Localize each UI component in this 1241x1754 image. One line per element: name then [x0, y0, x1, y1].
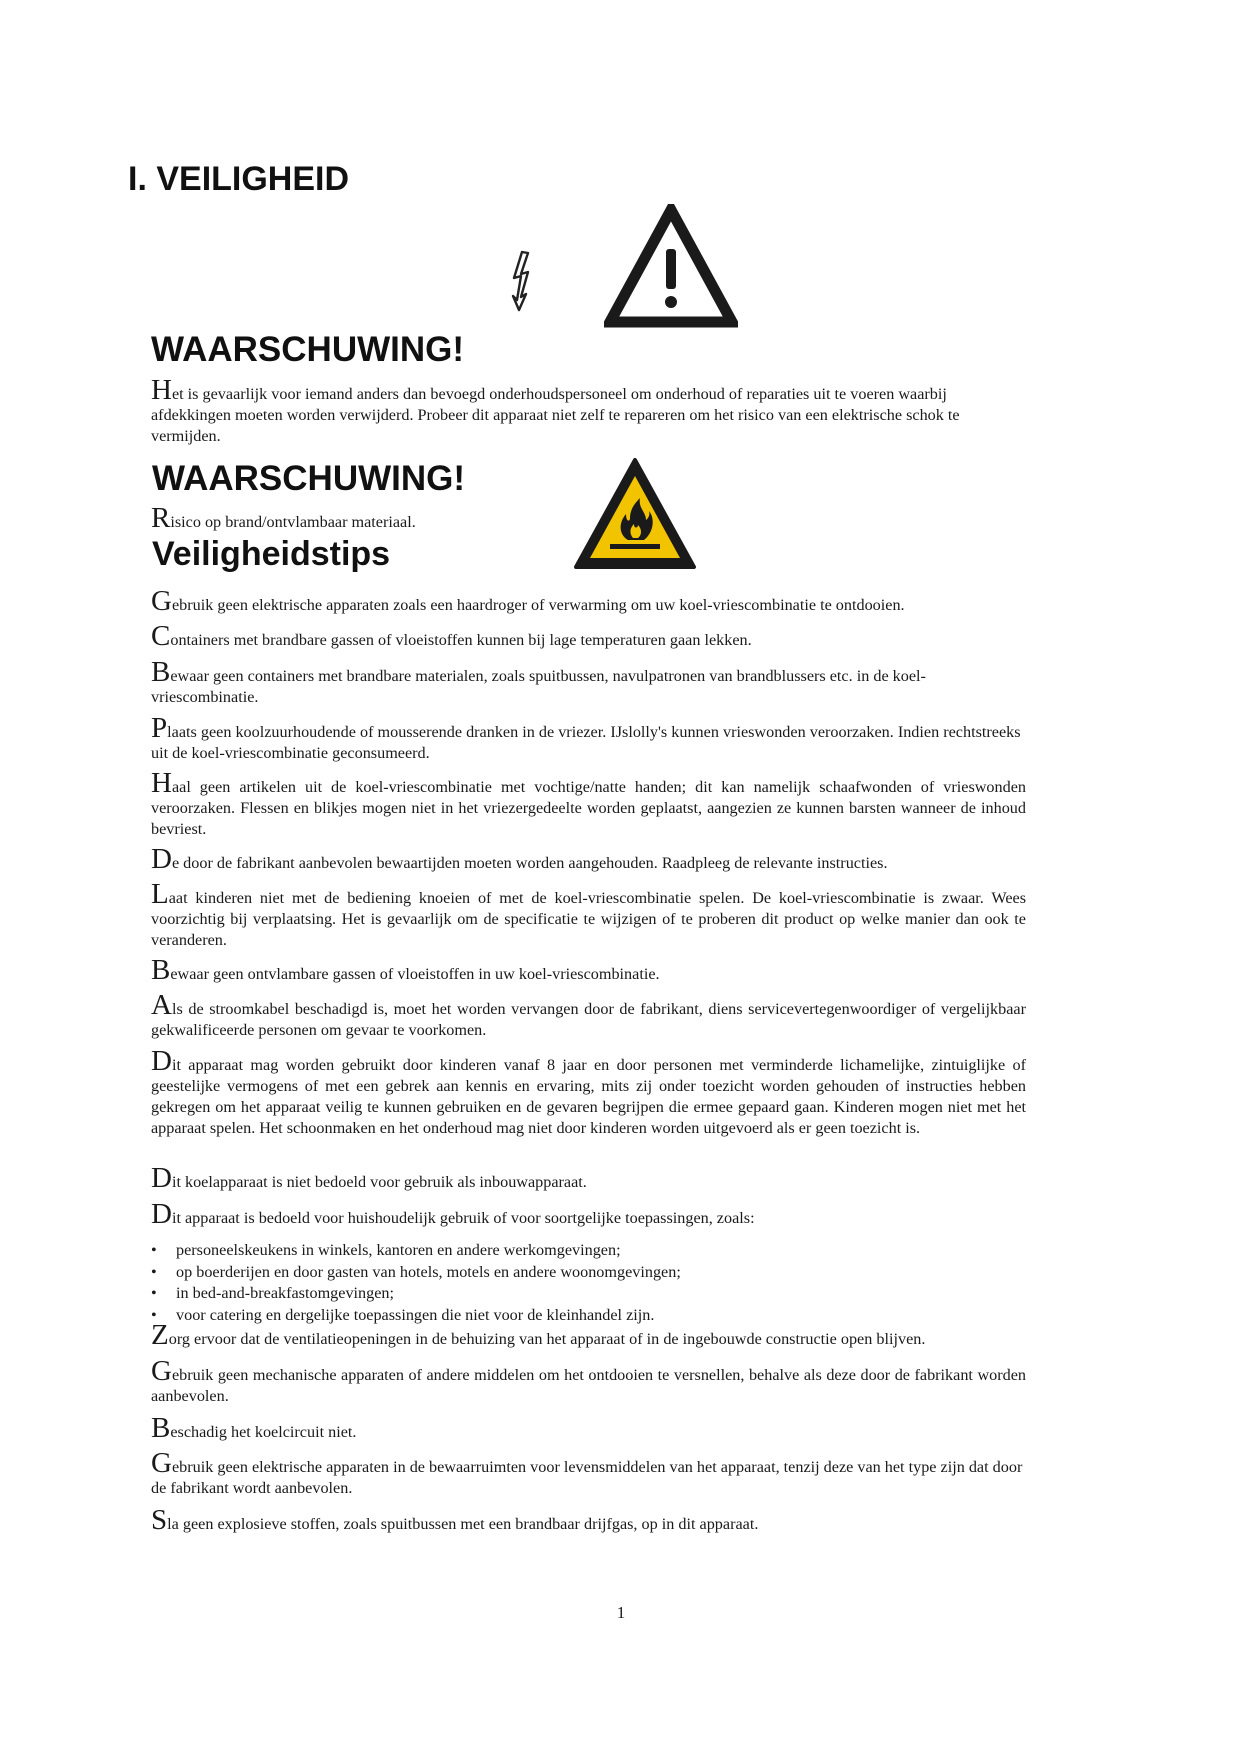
drop-cap: B	[151, 954, 171, 986]
page-number: 1	[616, 1603, 626, 1622]
warning-triangle-icon	[604, 204, 738, 330]
tip-paragraph: Dit apparaat is bedoeld voor huishoudelijk gebruik of voor soortgelijke toepassingen, zoals:	[151, 1198, 755, 1230]
drop-cap: D	[151, 843, 172, 875]
drop-cap: R	[151, 502, 171, 534]
drop-cap: P	[151, 712, 168, 744]
tip-paragraph: Haal geen artikelen uit de koel-vriescombinatie met vochtige/natte handen; dit kan namelijk schaafwonden of vrieswonden veroorzaken. Flessen en blikjes mogen niet in het vriezergedeelte worden geplaatst, aangezien ze kunnen barsten wanneer de inhoud bevriest.	[151, 767, 1026, 838]
tip-paragraph: Sla geen explosieve stoffen, zoals spuitbussen met een brandbaar drijfgas, op in dit apparaat.	[151, 1504, 759, 1536]
tip-paragraph: Dit apparaat mag worden gebruikt door kinderen vanaf 8 jaar en door personen met verminderde lichamelijke, zintuiglijke of geestelijke vermogens of met een gebrek aan kennis en ervaring, mits zij onder toezicht worden gehouden of instructies hebben gekregen om het apparaat veilig te kunnen gebruiken en de gevaren begrijpen die ermee gepaard gaan. Kinderen mogen niet met het apparaat spelen. Het schoonmaken en het onderhoud mag niet door kinderen worden uitgevoerd als er geen toezicht is.	[151, 1045, 1026, 1137]
tip-paragraph: Zorg ervoor dat de ventilatieopeningen in de behuizing van het apparaat of in de ingebouwde constructie open blijven.	[151, 1319, 926, 1351]
warning-text-1: Het is gevaarlijk voor iemand anders dan bevoegd onderhoudspersoneel om onderhoud of reparaties uit te voeren waarbij afdekkingen moeten worden verwijderd. Probeer dit apparaat niet zelf te repareren om het risico van een elektrische schok te vermijden.	[151, 374, 960, 445]
list-item: • op boerderijen en door gasten van hotels, motels en andere woonomgevingen;	[151, 1262, 1026, 1284]
section-title: I. VEILIGHEID	[128, 160, 350, 198]
tip-paragraph: Gebruik geen elektrische apparaten zoals een haardroger of verwarming om uw koel-vriescombinatie te ontdooien.	[151, 585, 905, 617]
drop-cap: S	[151, 1504, 168, 1536]
list-item: • personeelskeukens in winkels, kantoren en andere werkomgevingen;	[151, 1240, 1026, 1262]
drop-cap: B	[151, 656, 171, 688]
drop-cap: L	[151, 878, 169, 910]
drop-cap: C	[151, 620, 171, 652]
drop-cap: G	[151, 1355, 172, 1387]
drop-cap: D	[151, 1162, 172, 1194]
list-item: • voor catering en dergelijke toepassingen die niet voor de kleinhandel zijn.	[151, 1305, 1026, 1327]
drop-cap: D	[151, 1045, 172, 1077]
drop-cap: G	[151, 1447, 172, 1479]
drop-cap: H	[151, 374, 172, 406]
tip-paragraph: Gebruik geen mechanische apparaten of andere middelen om het ontdooien te versnellen, behalve als deze door de fabrikant worden aanbevolen.	[151, 1355, 1026, 1405]
drop-cap: A	[151, 989, 172, 1021]
warning-heading-2: WAARSCHUWING!	[152, 459, 466, 498]
warning-heading-1: WAARSCHUWING!	[151, 330, 465, 369]
tip-paragraph: Containers met brandbare gassen of vloeistoffen kunnen bij lage temperaturen gaan lekken.	[151, 620, 752, 652]
tip-paragraph: Gebruik geen elektrische apparaten in de bewaarruimten voor levensmiddelen van het apparaat, tenzij deze van het type zijn dat door de fabrikant wordt aanbevolen.	[151, 1447, 1023, 1497]
tip-paragraph: Beschadig het koelcircuit niet.	[151, 1412, 357, 1444]
drop-cap: G	[151, 585, 172, 617]
uses-list	[151, 1240, 1026, 1326]
tip-paragraph: Bewaar geen containers met brandbare materialen, zoals spuitbussen, navulpatronen van brandblussers etc. in de koel-vriescombinatie.	[151, 656, 926, 706]
tip-paragraph: Laat kinderen niet met de bediening knoeien of met de koel-vriescombinatie spelen. De koel-vriescombinatie is zwaar. Wees voorzichtig bij verplaatsing. Het is gevaarlijk om de specificatie te wijzigen of te proberen dit product op welke manier dan ook te veranderen.	[151, 878, 1026, 949]
tips-heading: Veiligheidstips	[152, 535, 391, 573]
drop-cap: Z	[151, 1319, 169, 1351]
tip-paragraph: Dit koelapparaat is niet bedoeld voor gebruik als inbouwapparaat.	[151, 1162, 587, 1194]
drop-cap: B	[151, 1412, 171, 1444]
tip-paragraph: Plaats geen koolzuurhoudende of mousserende dranken in de vriezer. IJslolly's kunnen vrieswonden veroorzaken. Indien rechtstreeks uit de koel-vriescombinatie geconsumeerd.	[151, 712, 1021, 762]
drop-cap: D	[151, 1198, 172, 1230]
tip-paragraph: De door de fabrikant aanbevolen bewaartijden moeten worden aangehouden. Raadpleeg de relevante instructies.	[151, 843, 888, 875]
tip-paragraph: Als de stroomkabel beschadigd is, moet het worden vervangen door de fabrikant, diens servicevertegenwoordiger of vergelijkbaar gekwalificeerde personen om gevaar te voorkomen.	[151, 989, 1026, 1039]
lightning-bolt-icon	[508, 250, 536, 312]
tip-paragraph: Bewaar geen ontvlambare gassen of vloeistoffen in uw koel-vriescombinatie.	[151, 954, 660, 986]
warning-text-2: Risico op brand/ontvlambaar materiaal.	[151, 502, 416, 534]
drop-cap: H	[151, 767, 172, 799]
list-item: • in bed-and-breakfastomgevingen;	[151, 1283, 1026, 1305]
